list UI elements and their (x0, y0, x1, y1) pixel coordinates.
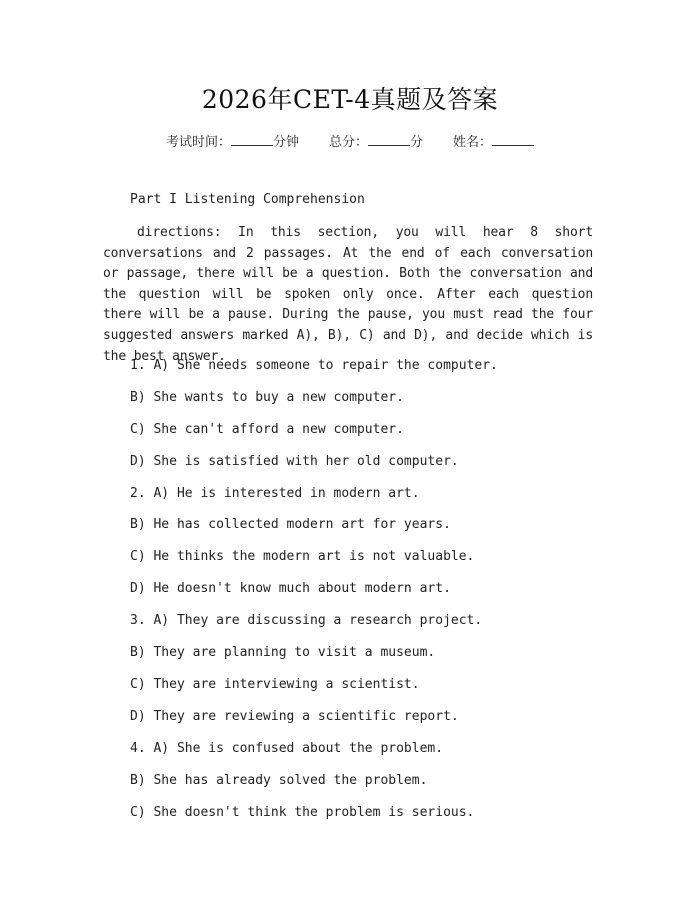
time-blank (231, 134, 273, 146)
question-line: C) He thinks the modern art is not valuable. (130, 549, 475, 564)
question-line: B) They are planning to visit a museum. (130, 645, 436, 660)
section-heading: Part I Listening Comprehension (130, 192, 365, 207)
question-line: D) They are reviewing a scientific report. (130, 709, 459, 724)
question-line: 4. A) She is confused about the problem. (130, 741, 444, 756)
question-line: C) She can't afford a new computer. (130, 422, 404, 437)
question-line: C) They are interviewing a scientist. (130, 677, 420, 692)
score-unit: 分 (410, 135, 424, 150)
time-label: 考试时间： (165, 135, 231, 150)
score-blank (368, 134, 410, 146)
question-line: B) She has already solved the problem. (130, 773, 428, 788)
score-label: 总分： (328, 135, 368, 150)
page-title: 2026年CET-4真题及答案 (201, 85, 499, 114)
name-label: 姓名： (453, 135, 493, 150)
time-unit: 分钟 (272, 135, 299, 150)
directions-paragraph: directions: In this section, you will hear 8 short conversations and 2 passages. At the end of each conversation or passage, there will be a question. Both the conversation and the question will be spoken only once. After each question there will be a pause. During the pause, you must read the four suggested answers marked A), B), C) and D), and decide which is the best answer. (103, 225, 593, 364)
question-line: 1. A) She needs someone to repair the computer. (130, 358, 498, 373)
question-line: 2. A) He is interested in modern art. (130, 486, 420, 501)
question-line: B) He has collected modern art for years. (130, 517, 451, 532)
question-line: D) She is satisfied with her old computer. (130, 454, 459, 469)
exam-info-line (0, 131, 700, 150)
question-line: B) She wants to buy a new computer. (130, 390, 404, 405)
question-line: D) He doesn't know much about modern art. (130, 581, 451, 596)
name-blank (492, 134, 534, 146)
question-line: 3. A) They are discussing a research project. (130, 613, 483, 628)
question-line: C) She doesn't think the problem is serious. (130, 805, 475, 820)
